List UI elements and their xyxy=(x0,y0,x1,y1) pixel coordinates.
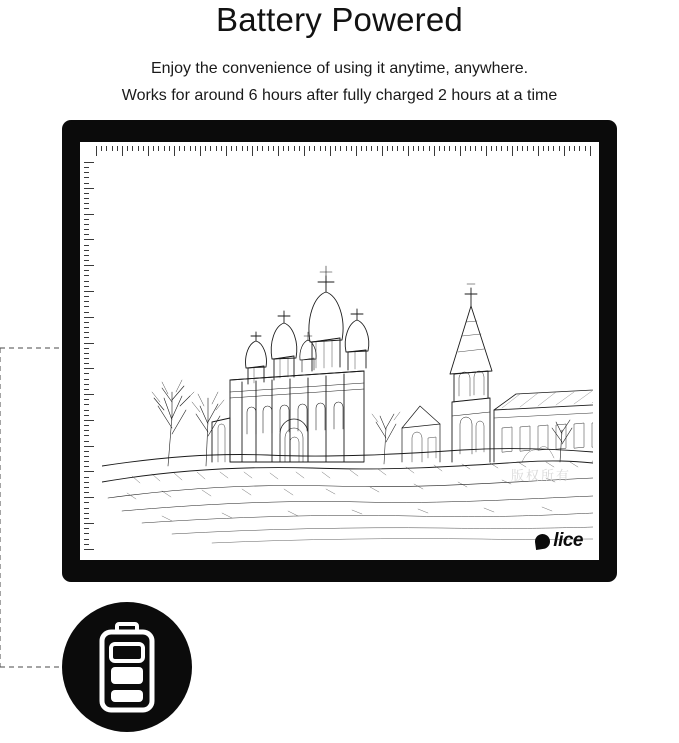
light-pad-screen[interactable] xyxy=(80,142,599,560)
watermark-text: 版权所有 xyxy=(510,468,571,483)
page-title: Battery Powered xyxy=(216,1,463,38)
sketch-artwork xyxy=(102,166,593,552)
subtitle-line-2: Works for around 6 hours after fully charged 2 hours at a time xyxy=(121,87,558,104)
brand-logo xyxy=(535,530,583,552)
brand-name: lice xyxy=(553,530,583,551)
teardrop-logo-icon xyxy=(534,533,551,550)
light-pad-device[interactable] xyxy=(62,120,617,582)
subtitle-line-1: Enjoy the convenience of using it anytime, anywhere. xyxy=(150,60,529,77)
ruler-left xyxy=(84,162,100,554)
battery-icon xyxy=(62,602,192,732)
ruler-top xyxy=(96,146,595,162)
battery-badge xyxy=(62,602,192,732)
